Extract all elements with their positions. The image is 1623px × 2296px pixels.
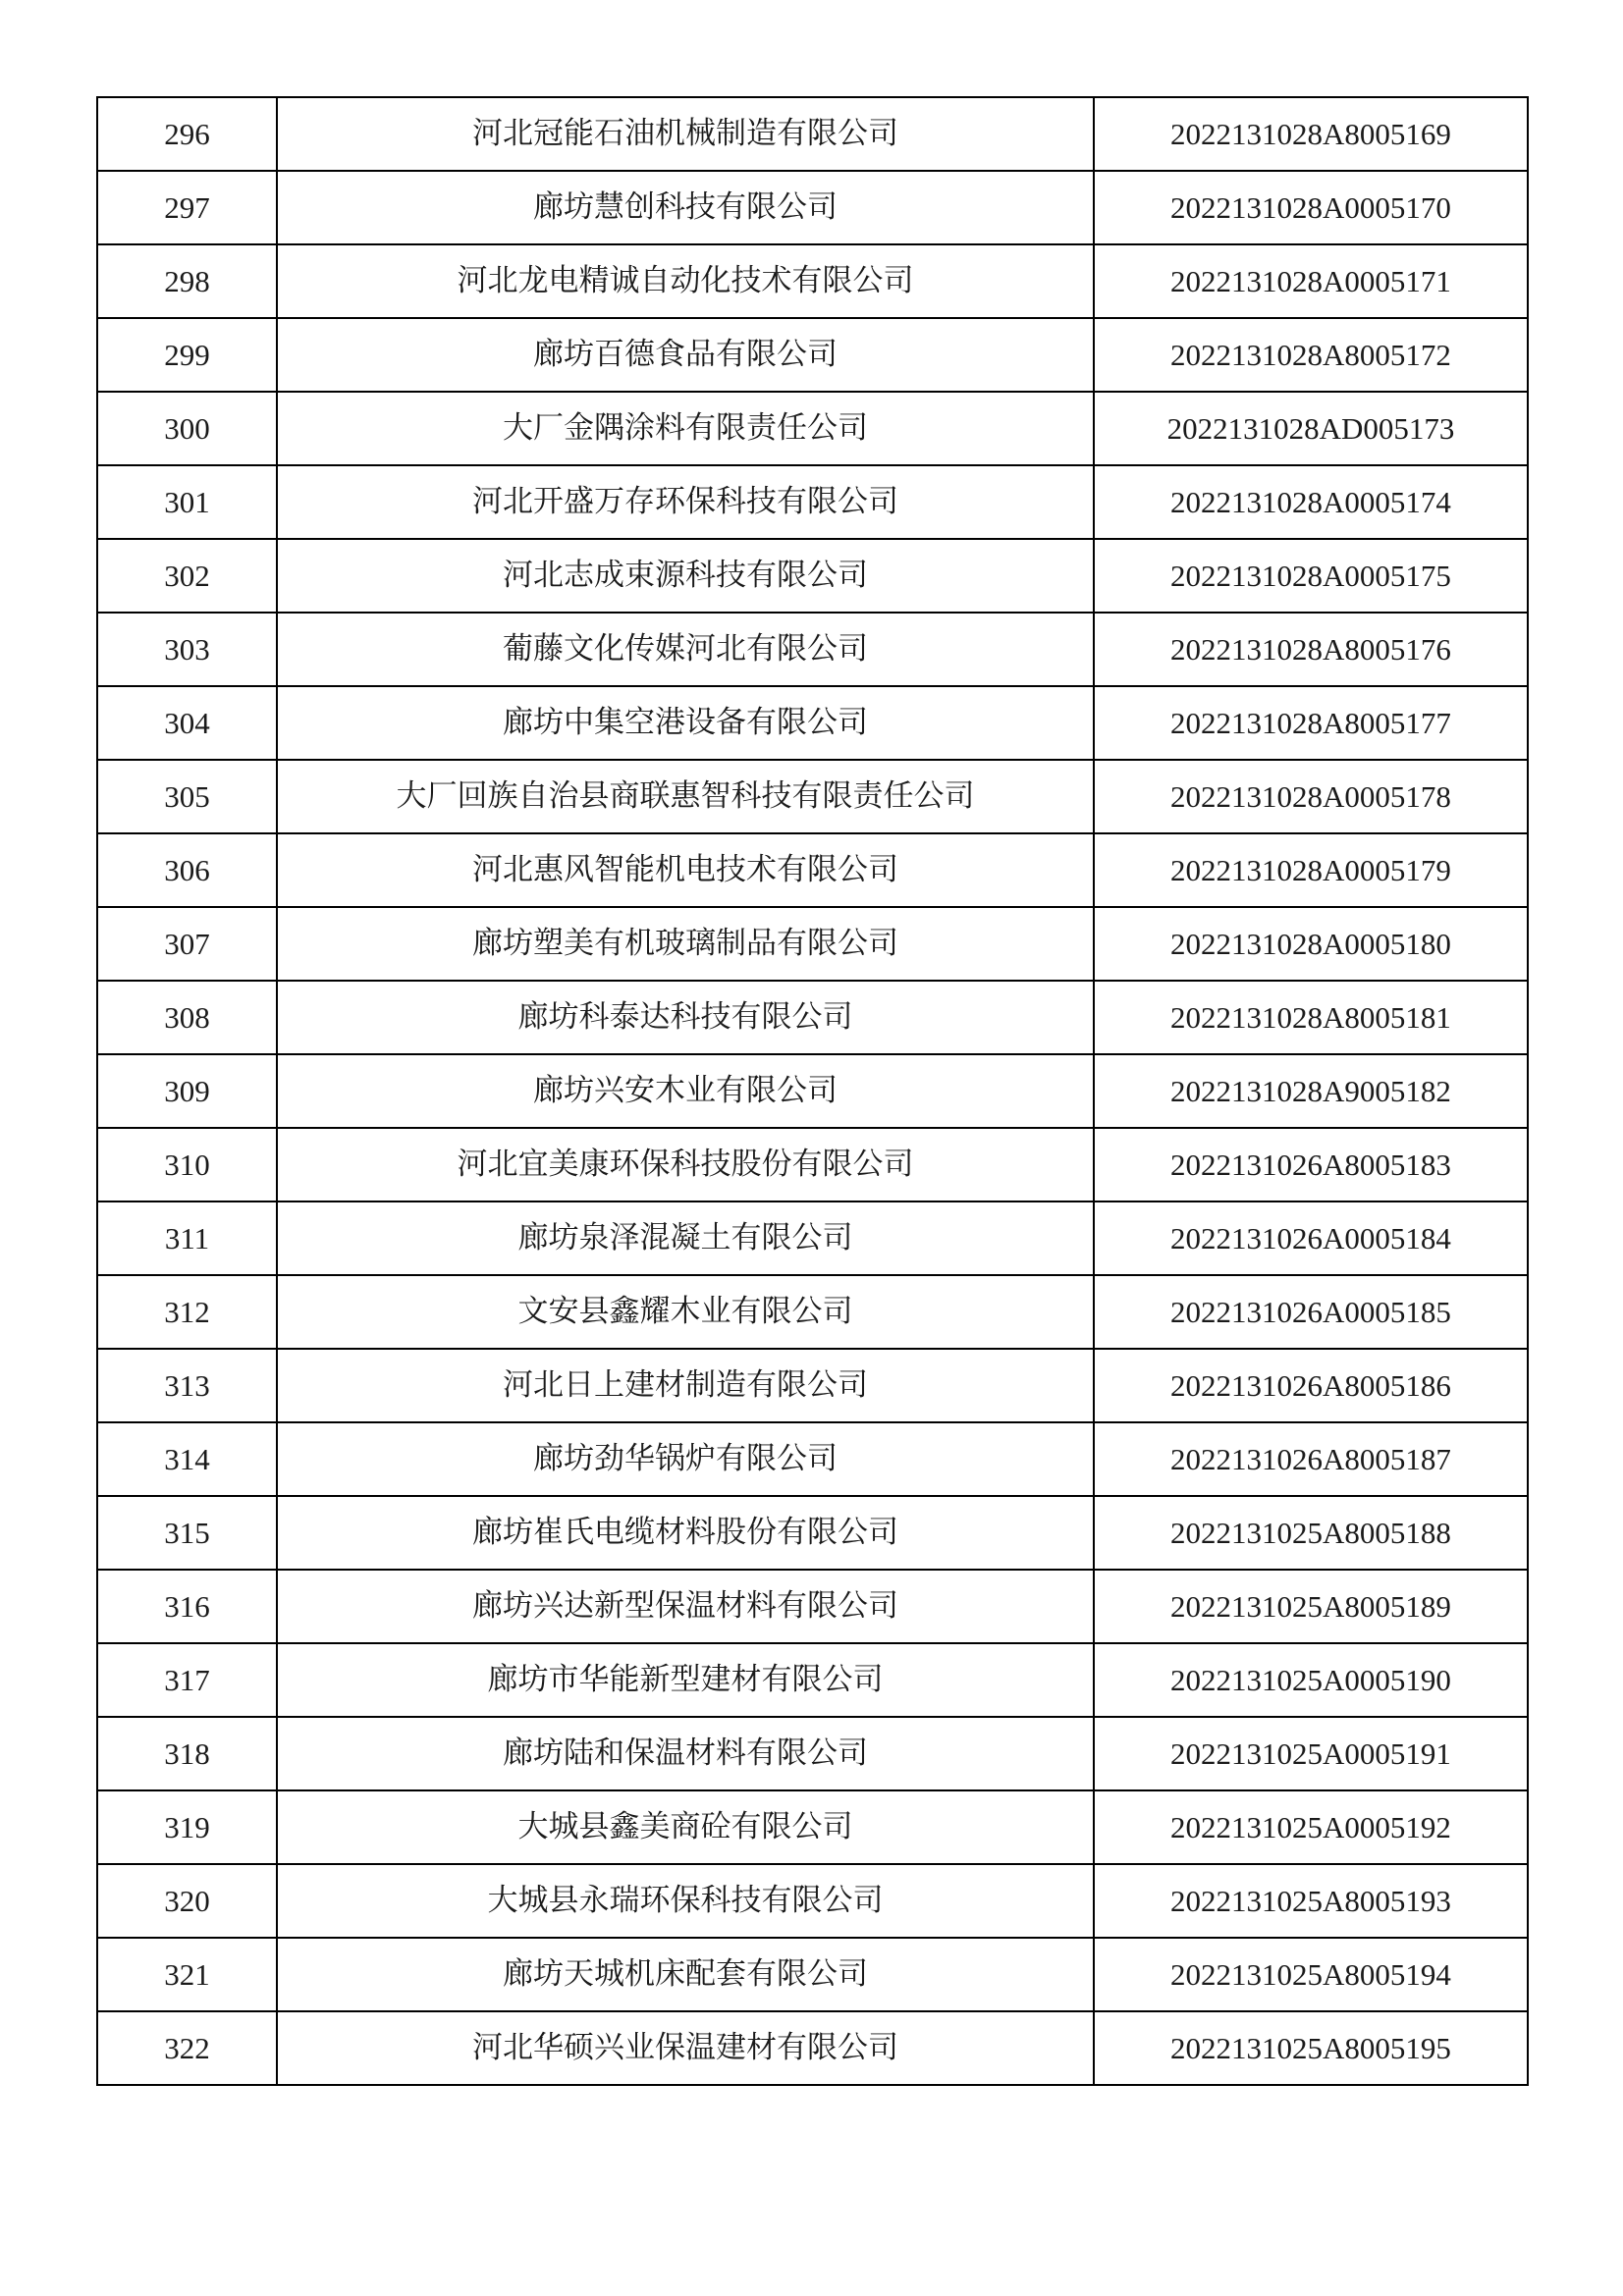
- company-name-cell: 廊坊慧创科技有限公司: [277, 171, 1094, 244]
- registration-code-cell: 2022131028A8005172: [1094, 318, 1528, 392]
- table-row: [97, 1422, 1528, 1496]
- registration-code-cell: 2022131028A8005177: [1094, 686, 1528, 760]
- table-row: [97, 1790, 1528, 1864]
- table-row: [97, 1128, 1528, 1201]
- table-row: [97, 907, 1528, 981]
- company-name-cell: 河北日上建材制造有限公司: [277, 1349, 1094, 1422]
- registration-code-cell: 2022131025A0005191: [1094, 1717, 1528, 1790]
- registration-code-cell: 2022131028A0005174: [1094, 465, 1528, 539]
- company-name-cell: 廊坊兴安木业有限公司: [277, 1054, 1094, 1128]
- table-row: [97, 97, 1528, 171]
- table-row: [97, 1864, 1528, 1938]
- row-number-cell: 319: [97, 1790, 277, 1864]
- company-name-cell: 河北惠风智能机电技术有限公司: [277, 833, 1094, 907]
- row-number-cell: 302: [97, 539, 277, 613]
- row-number-cell: 310: [97, 1128, 277, 1201]
- row-number-cell: 309: [97, 1054, 277, 1128]
- registration-code-cell: 2022131028A8005169: [1094, 97, 1528, 171]
- row-number-cell: 301: [97, 465, 277, 539]
- registration-code-cell: 2022131028A0005175: [1094, 539, 1528, 613]
- company-name-cell: 河北龙电精诚自动化技术有限公司: [277, 244, 1094, 318]
- registration-code-cell: 2022131028A0005180: [1094, 907, 1528, 981]
- table-row: [97, 318, 1528, 392]
- company-name-cell: 河北志成束源科技有限公司: [277, 539, 1094, 613]
- company-name-cell: 大厂金隅涂料有限责任公司: [277, 392, 1094, 465]
- company-name-cell: 河北开盛万存环保科技有限公司: [277, 465, 1094, 539]
- row-number-cell: 296: [97, 97, 277, 171]
- row-number-cell: 318: [97, 1717, 277, 1790]
- row-number-cell: 311: [97, 1201, 277, 1275]
- company-name-cell: 廊坊科泰达科技有限公司: [277, 981, 1094, 1054]
- table-row: [97, 1275, 1528, 1349]
- row-number-cell: 320: [97, 1864, 277, 1938]
- table-row: [97, 613, 1528, 686]
- registration-code-cell: 2022131025A8005194: [1094, 1938, 1528, 2011]
- table-row: [97, 392, 1528, 465]
- company-name-cell: 河北华硕兴业保温建材有限公司: [277, 2011, 1094, 2085]
- registration-code-cell: 2022131028A0005171: [1094, 244, 1528, 318]
- row-number-cell: 317: [97, 1643, 277, 1717]
- company-name-cell: 廊坊兴达新型保温材料有限公司: [277, 1570, 1094, 1643]
- company-name-cell: 河北宜美康环保科技股份有限公司: [277, 1128, 1094, 1201]
- company-name-cell: 大城县鑫美商砼有限公司: [277, 1790, 1094, 1864]
- table-row: [97, 1643, 1528, 1717]
- company-name-cell: 廊坊市华能新型建材有限公司: [277, 1643, 1094, 1717]
- table-row: [97, 1496, 1528, 1570]
- registration-code-cell: 2022131025A0005192: [1094, 1790, 1528, 1864]
- company-name-cell: 廊坊崔氏电缆材料股份有限公司: [277, 1496, 1094, 1570]
- table-row: [97, 1938, 1528, 2011]
- company-name-cell: 廊坊劲华锅炉有限公司: [277, 1422, 1094, 1496]
- registration-code-cell: 2022131026A8005183: [1094, 1128, 1528, 1201]
- table-row: [97, 1717, 1528, 1790]
- row-number-cell: 298: [97, 244, 277, 318]
- table-row: [97, 2011, 1528, 2085]
- row-number-cell: 312: [97, 1275, 277, 1349]
- row-number-cell: 322: [97, 2011, 277, 2085]
- company-name-cell: 廊坊天城机床配套有限公司: [277, 1938, 1094, 2011]
- row-number-cell: 308: [97, 981, 277, 1054]
- table-row: [97, 833, 1528, 907]
- registration-code-cell: 2022131028A8005176: [1094, 613, 1528, 686]
- table-row: [97, 465, 1528, 539]
- registration-code-cell: 2022131028A0005170: [1094, 171, 1528, 244]
- company-name-cell: 大厂回族自治县商联惠智科技有限责任公司: [277, 760, 1094, 833]
- company-name-cell: 廊坊陆和保温材料有限公司: [277, 1717, 1094, 1790]
- row-number-cell: 316: [97, 1570, 277, 1643]
- row-number-cell: 297: [97, 171, 277, 244]
- registration-code-cell: 2022131025A0005190: [1094, 1643, 1528, 1717]
- company-name-cell: 河北冠能石油机械制造有限公司: [277, 97, 1094, 171]
- registration-code-cell: 2022131028A0005179: [1094, 833, 1528, 907]
- registration-code-cell: 2022131025A8005195: [1094, 2011, 1528, 2085]
- registration-code-cell: 2022131028AD005173: [1094, 392, 1528, 465]
- company-name-cell: 廊坊百德食品有限公司: [277, 318, 1094, 392]
- company-name-cell: 廊坊泉泽混凝土有限公司: [277, 1201, 1094, 1275]
- registration-code-cell: 2022131028A9005182: [1094, 1054, 1528, 1128]
- registration-code-cell: 2022131026A0005185: [1094, 1275, 1528, 1349]
- row-number-cell: 307: [97, 907, 277, 981]
- table-row: [97, 171, 1528, 244]
- company-name-cell: 大城县永瑞环保科技有限公司: [277, 1864, 1094, 1938]
- registration-code-cell: 2022131025A8005188: [1094, 1496, 1528, 1570]
- registration-code-cell: 2022131026A0005184: [1094, 1201, 1528, 1275]
- table-row: [97, 1201, 1528, 1275]
- company-list-table: [96, 96, 1529, 2086]
- row-number-cell: 299: [97, 318, 277, 392]
- registration-code-cell: 2022131028A8005181: [1094, 981, 1528, 1054]
- company-name-cell: 廊坊塑美有机玻璃制品有限公司: [277, 907, 1094, 981]
- company-name-cell: 葡藤文化传媒河北有限公司: [277, 613, 1094, 686]
- company-name-cell: 文安县鑫耀木业有限公司: [277, 1275, 1094, 1349]
- row-number-cell: 304: [97, 686, 277, 760]
- registration-code-cell: 2022131028A0005178: [1094, 760, 1528, 833]
- table-row: [97, 244, 1528, 318]
- table-row: [97, 1054, 1528, 1128]
- registration-code-cell: 2022131025A8005189: [1094, 1570, 1528, 1643]
- row-number-cell: 314: [97, 1422, 277, 1496]
- registration-code-cell: 2022131025A8005193: [1094, 1864, 1528, 1938]
- table-body: [97, 97, 1528, 2085]
- registration-code-cell: 2022131026A8005187: [1094, 1422, 1528, 1496]
- table-row: [97, 981, 1528, 1054]
- company-name-cell: 廊坊中集空港设备有限公司: [277, 686, 1094, 760]
- registration-code-cell: 2022131026A8005186: [1094, 1349, 1528, 1422]
- row-number-cell: 321: [97, 1938, 277, 2011]
- row-number-cell: 300: [97, 392, 277, 465]
- row-number-cell: 303: [97, 613, 277, 686]
- row-number-cell: 313: [97, 1349, 277, 1422]
- table-row: [97, 760, 1528, 833]
- row-number-cell: 315: [97, 1496, 277, 1570]
- table-row: [97, 1570, 1528, 1643]
- table-row: [97, 686, 1528, 760]
- table-row: [97, 539, 1528, 613]
- row-number-cell: 306: [97, 833, 277, 907]
- table-row: [97, 1349, 1528, 1422]
- row-number-cell: 305: [97, 760, 277, 833]
